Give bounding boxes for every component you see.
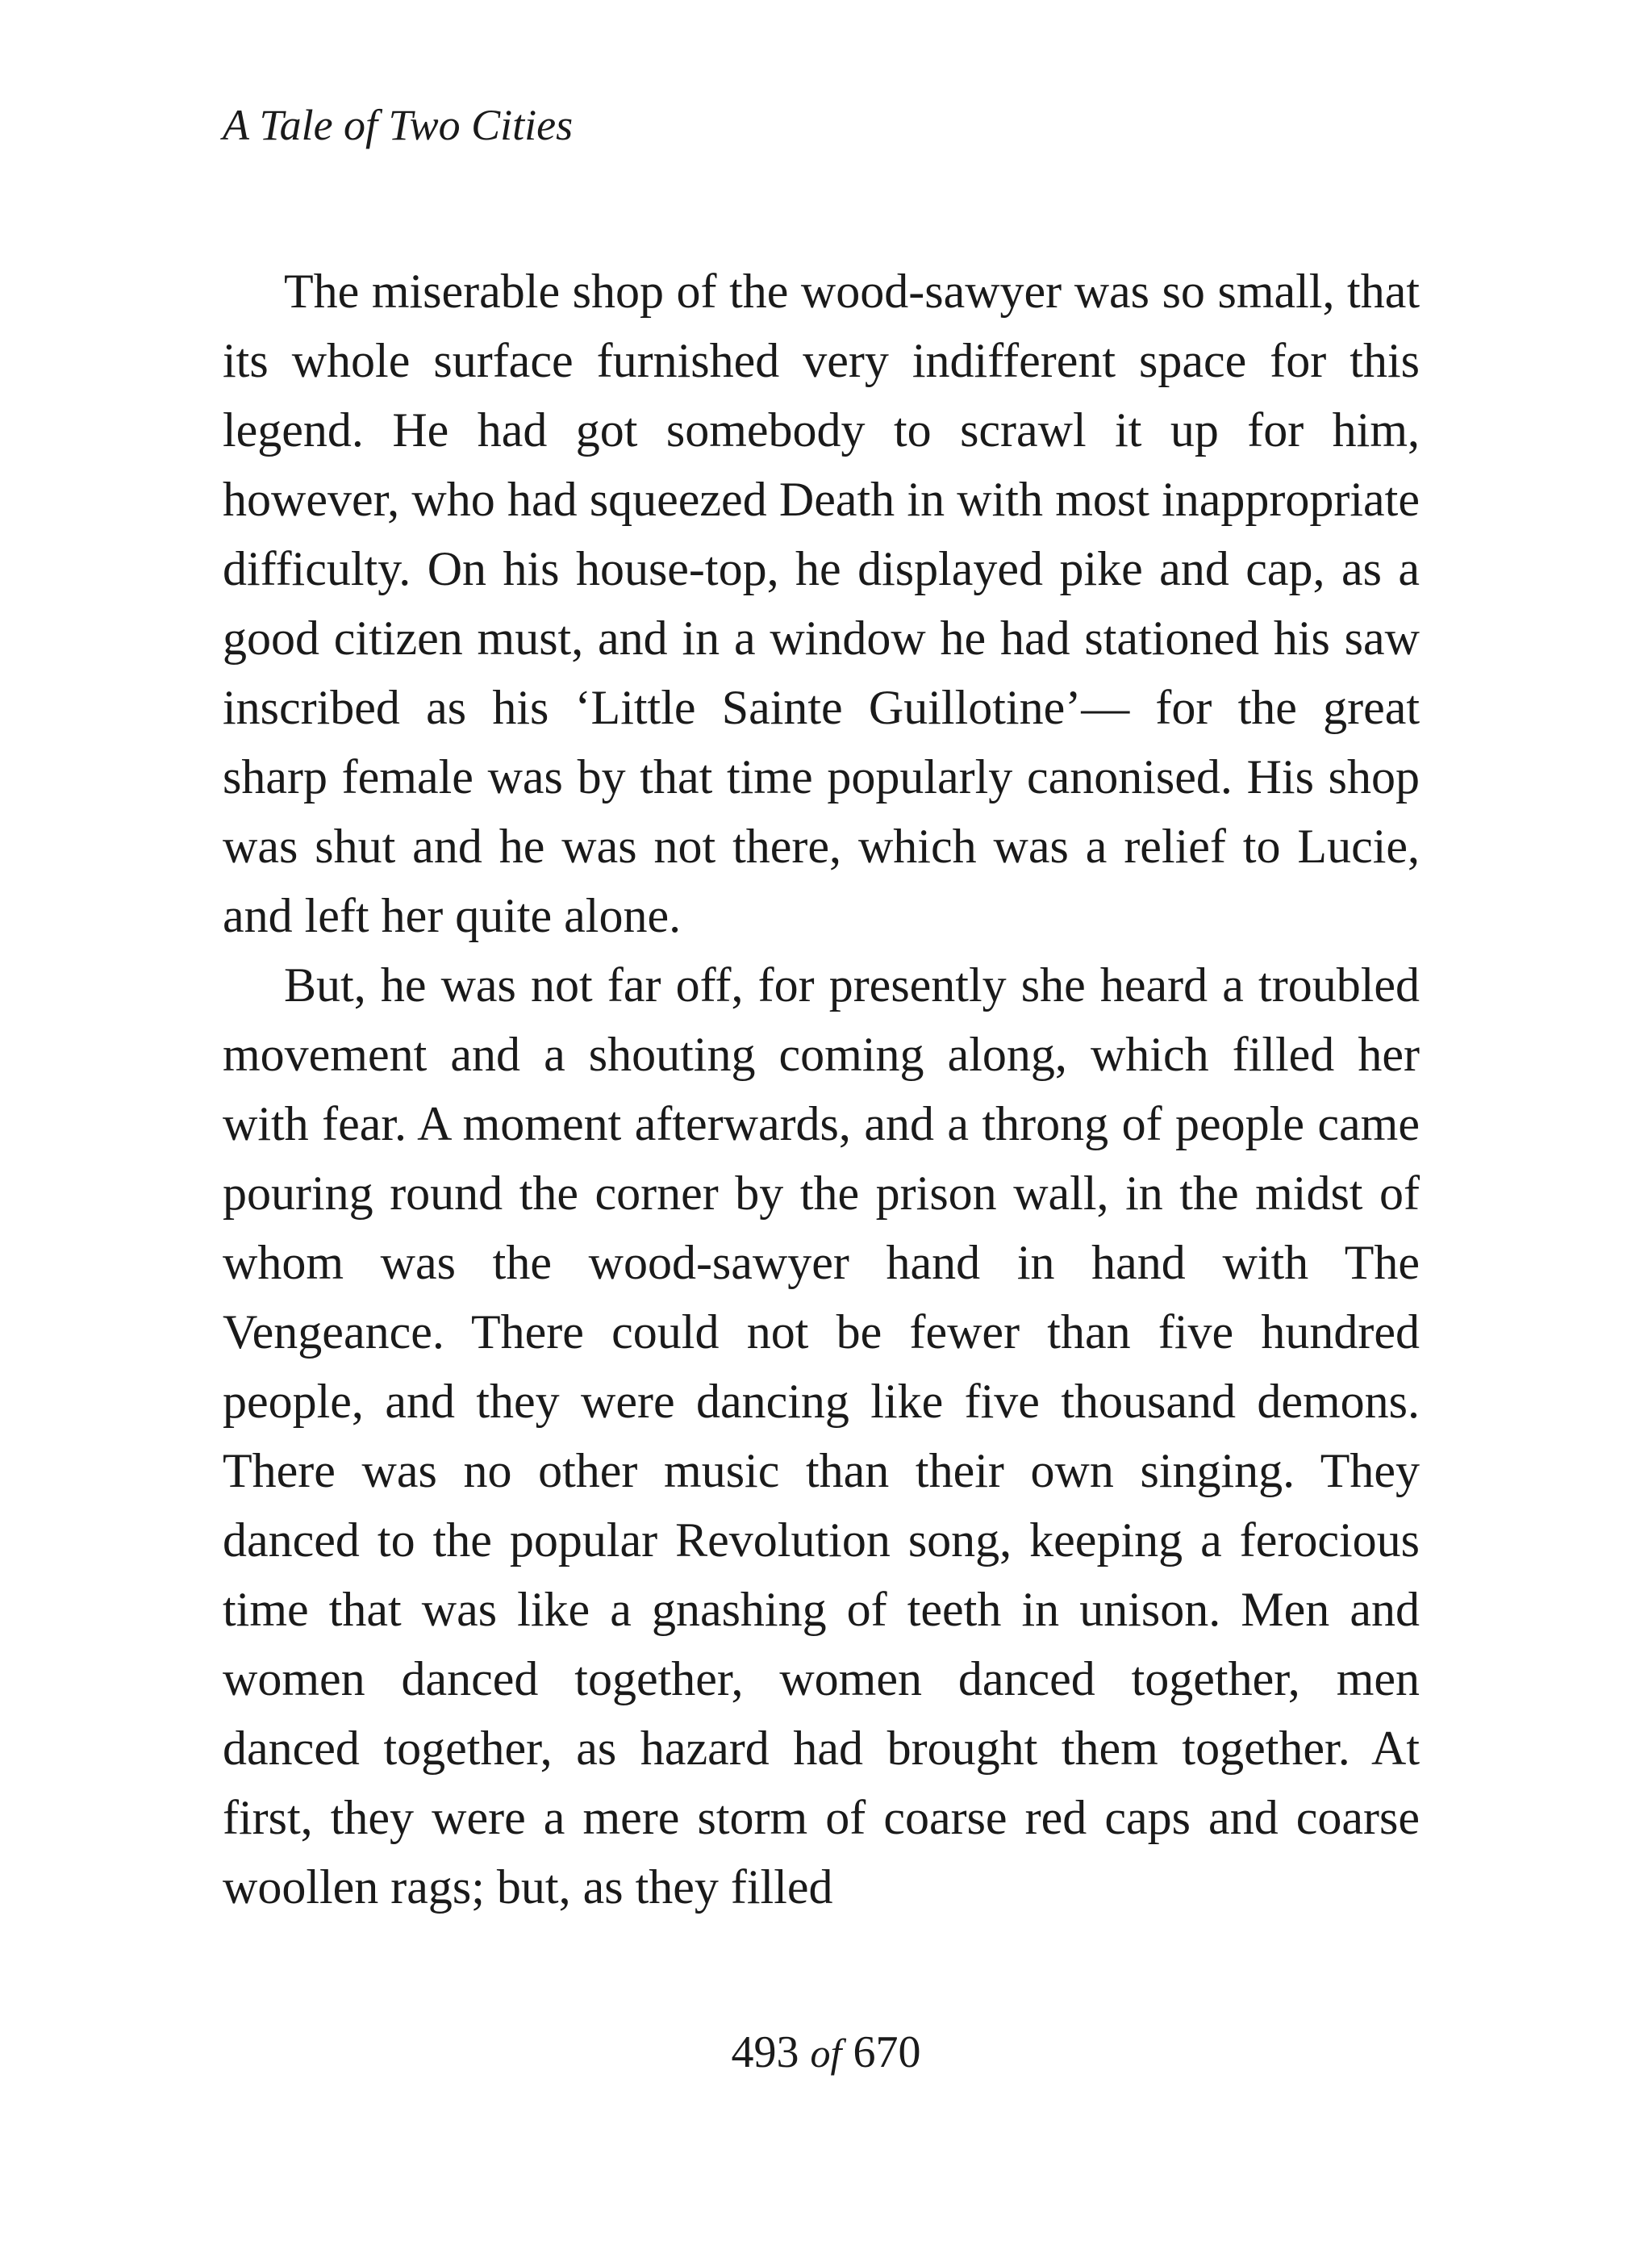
total-pages: 670: [853, 2027, 921, 2077]
book-title: A Tale of Two Cities: [223, 101, 574, 149]
current-page: 493: [731, 2027, 799, 2077]
page-number: [0, 2027, 1652, 2077]
paragraph: But, he was not far off, for presently she heard a troubled movement and a shouting coming along, which filled her with fear. A moment afterwards, and a throng of people came pouring round the corner by the prison wall, in the midst of whom was the wood-sawyer hand in hand with The Vengeance. There could not be fewer than five hundred people, and they were dancing like five thousand demons. There was no other music than their own singing. They danced to the popular Revolution song, keeping a ferocious time that was like a gnashing of teeth in unison. Men and women danced together, women danced together, men danced together, as hazard had brought them together. At first, they were a mere storm of coarse red caps and coarse woollen rags; but, as they filled: [223, 958, 1420, 1914]
page-body: [223, 257, 1420, 1922]
paragraph: The miserable shop of the wood-sawyer was so small, that its whole surface furnished very indifferent space for this legend. He had got somebody to scrawl it up for him, however, who had squeezed Death in with most inappropriate difficulty. On his house-top, he displayed pike and cap, as a good citizen must, and in a window he had stationed his saw inscribed as his ‘Little Sainte Guillotine’— for the great sharp female was by that time popularly canonised. His shop was shut and he was not there, which was a relief to Lucie, and left her quite alone.: [223, 265, 1420, 942]
page-of-label: of: [810, 2031, 842, 2076]
